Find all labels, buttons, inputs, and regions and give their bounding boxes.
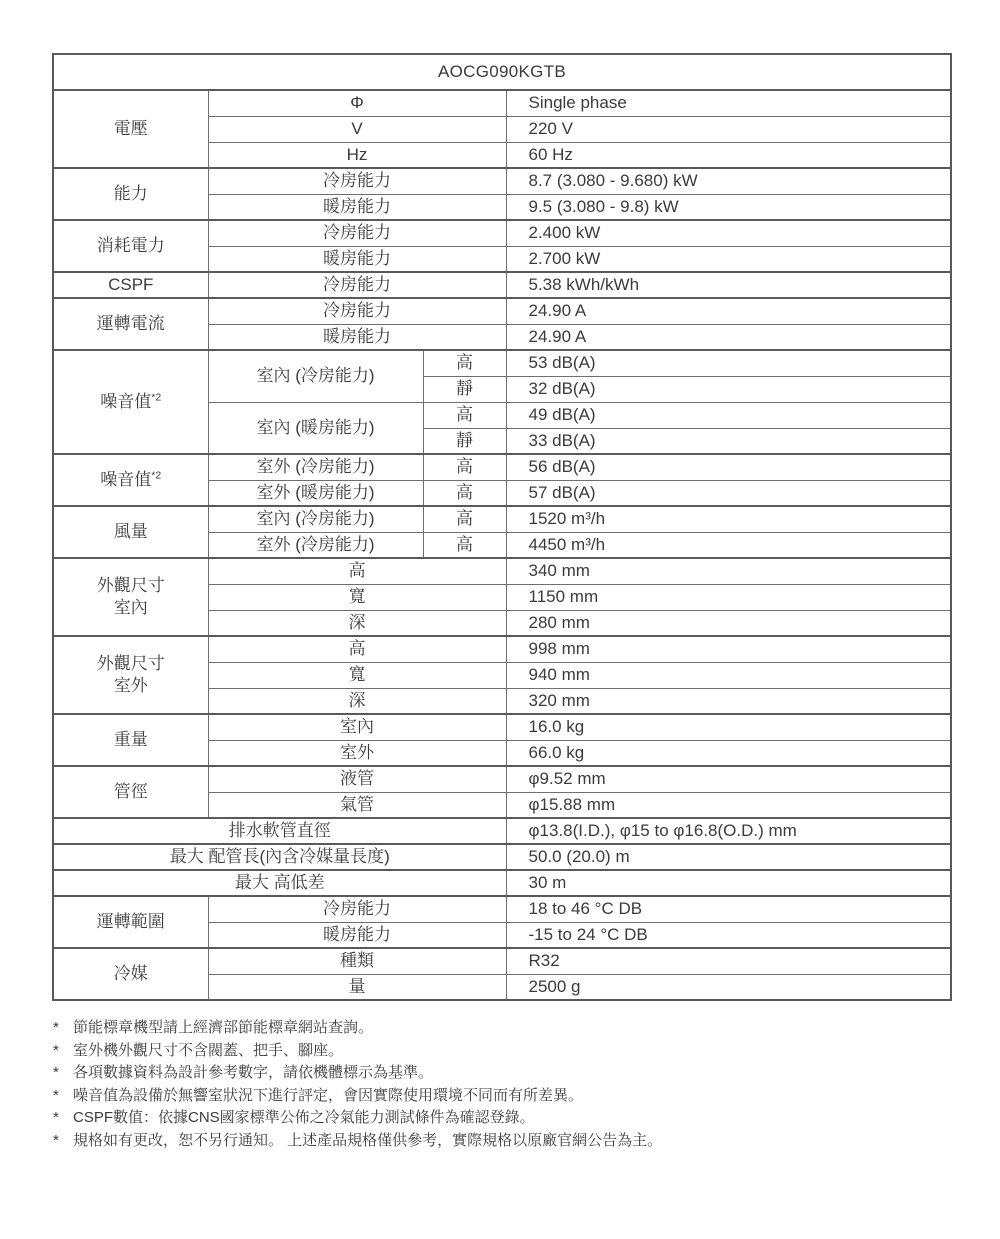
spec-value: 4450 m³/h xyxy=(506,532,951,558)
group-label: 噪音值$^{*2}$ xyxy=(53,454,208,506)
footnote-text: 噪音值為設備於無響室狀況下進行評定，會因實際使用環境不同而有所差異。 xyxy=(73,1086,584,1104)
mode-cell: 高 xyxy=(423,402,506,428)
spec-value: 24.90 A xyxy=(506,298,951,324)
footnote xyxy=(53,1040,950,1063)
spec-value: 56 dB(A) xyxy=(506,454,951,480)
spec-value: 49 dB(A) xyxy=(506,402,951,428)
spec-value: 220 V xyxy=(506,116,951,142)
spec-value: 940 mm xyxy=(506,662,951,688)
group-label: CSPF xyxy=(53,272,208,298)
spec-key: 室內 (冷房能力) xyxy=(208,506,423,532)
group-label: 外觀尺寸 室內 xyxy=(53,558,208,636)
group-label: 管徑 xyxy=(53,766,208,818)
spec-value: 9.5 (3.080 - 9.8) kW xyxy=(506,194,951,220)
spec-value: 280 mm xyxy=(506,610,951,636)
group-label: 外觀尺寸 室外 xyxy=(53,636,208,714)
spec-key: 冷房能力 xyxy=(208,220,506,246)
spec-value: 320 mm xyxy=(506,688,951,714)
footnote-ref: *2 xyxy=(151,391,162,404)
footnote xyxy=(53,1062,950,1085)
spec-value: 30 m xyxy=(506,870,951,896)
spec-key: Φ xyxy=(208,90,506,116)
spec-key: 深 xyxy=(208,688,506,714)
spec-key: 暖房能力 xyxy=(208,194,506,220)
group-label: 冷媒 xyxy=(53,948,208,1000)
spec-value: φ13.8(I.D.), φ15 to φ16.8(O.D.) mm xyxy=(506,818,951,844)
mode-cell: 高 xyxy=(423,506,506,532)
spec-key: 氣管 xyxy=(208,792,506,818)
spec-key: 量 xyxy=(208,974,506,1000)
model-title: AOCG090KGTB xyxy=(53,54,951,90)
mode-cell: 高 xyxy=(423,350,506,376)
spec-key: 室外 (冷房能力) xyxy=(208,532,423,558)
spec-key: 種類 xyxy=(208,948,506,974)
group-label: 電壓 xyxy=(53,90,208,168)
spec-key: 室外 xyxy=(208,740,506,766)
group-label: 運轉範圍 xyxy=(53,896,208,948)
spec-key: 寬 xyxy=(208,662,506,688)
spec-value: 340 mm xyxy=(506,558,951,584)
spec-key: 室內 (暖房能力) xyxy=(208,402,423,454)
footnote-marker: * xyxy=(53,1041,59,1059)
footnote-marker: * xyxy=(53,1019,59,1036)
spec-value: 57 dB(A) xyxy=(506,480,951,506)
spec-value: 1150 mm xyxy=(506,584,951,610)
merged-label: 最大 高低差 xyxy=(53,870,506,896)
footnote-text: CSPF數值：依據CNS國家標準公佈之冷氣能力測試條件為確認登錄。 xyxy=(73,1109,535,1126)
footnote-text: 規格如有更改，恕不另行通知。 上述產品規格僅供參考，實際規格以原廠官網公告為主。 xyxy=(73,1131,663,1149)
spec-value: φ15.88 mm xyxy=(506,792,951,818)
footnote xyxy=(53,1107,950,1130)
spec-value: 8.7 (3.080 - 9.680) kW xyxy=(506,168,951,194)
spec-key: V xyxy=(208,116,506,142)
group-label: 能力 xyxy=(53,168,208,220)
spec-value: 50.0 (20.0) m xyxy=(506,844,951,870)
spec-key: 冷房能力 xyxy=(208,168,506,194)
spec-value: 2500 g xyxy=(506,974,951,1000)
footnote xyxy=(53,1085,950,1108)
group-label: 重量 xyxy=(53,714,208,766)
spec-value: 2.400 kW xyxy=(506,220,951,246)
spec-key: 室外 (冷房能力) xyxy=(208,454,423,480)
spec-key: Hz xyxy=(208,142,506,168)
spec-value: 24.90 A xyxy=(506,324,951,350)
spec-value: 5.38 kWh/kWh xyxy=(506,272,951,298)
mode-cell: 高 xyxy=(423,454,506,480)
footnote-text: 各項數據資料為設計參考數字，請依機體標示為基準。 xyxy=(73,1064,434,1081)
merged-label: 最大 配管長(內含冷媒量長度) xyxy=(53,844,506,870)
footnote-text: 節能標章機型請上經濟部節能標章網站查詢。 xyxy=(73,1019,374,1036)
spec-key: 暖房能力 xyxy=(208,922,506,948)
footnote-text: 室外機外觀尺寸不含閥蓋、把手、腳座。 xyxy=(73,1041,344,1059)
spec-value: φ9.52 mm xyxy=(506,766,951,792)
footnote-marker: * xyxy=(53,1109,59,1126)
spec-value: 998 mm xyxy=(506,636,951,662)
spec-value: 16.0 kg xyxy=(506,714,951,740)
spec-value: 33 dB(A) xyxy=(506,428,951,454)
spec-value: -15 to 24 °C DB xyxy=(506,922,951,948)
mode-cell: 高 xyxy=(423,532,506,558)
footnote-marker: * xyxy=(53,1131,59,1149)
group-label: 風量 xyxy=(53,506,208,558)
mode-cell: 高 xyxy=(423,480,506,506)
spec-key: 高 xyxy=(208,558,506,584)
spec-key: 暖房能力 xyxy=(208,324,506,350)
group-label: 消耗電力 xyxy=(53,220,208,272)
group-label: 噪音值$^{*2}$ xyxy=(53,350,208,454)
spec-value: Single phase xyxy=(506,90,951,116)
footnote-marker: * xyxy=(53,1064,59,1081)
spec-key: 冷房能力 xyxy=(208,272,506,298)
footnotes xyxy=(52,1017,950,1152)
spec-value: 66.0 kg xyxy=(506,740,951,766)
spec-value: 60 Hz xyxy=(506,142,951,168)
spec-key: 寬 xyxy=(208,584,506,610)
spec-value: 18 to 46 °C DB xyxy=(506,896,951,922)
merged-label: 排水軟管直徑 xyxy=(53,818,506,844)
spec-key: 高 xyxy=(208,636,506,662)
group-label: 運轉電流 xyxy=(53,298,208,350)
spec-key: 冷房能力 xyxy=(208,298,506,324)
spec-key: 室內 (冷房能力) xyxy=(208,350,423,402)
spec-key: 暖房能力 xyxy=(208,246,506,272)
spec-key: 室外 (暖房能力) xyxy=(208,480,423,506)
footnote-ref: *2 xyxy=(151,469,162,482)
spec-value: 1520 m³/h xyxy=(506,506,951,532)
spec-value: 32 dB(A) xyxy=(506,376,951,402)
spec-key: 液管 xyxy=(208,766,506,792)
spec-value: 53 dB(A) xyxy=(506,350,951,376)
spec-value: R32 xyxy=(506,948,951,974)
mode-cell: 靜 xyxy=(423,376,506,402)
mode-cell: 靜 xyxy=(423,428,506,454)
footnote xyxy=(53,1130,950,1153)
spec-key: 室內 xyxy=(208,714,506,740)
spec-key: 冷房能力 xyxy=(208,896,506,922)
spec-table xyxy=(52,53,952,1001)
spec-key: 深 xyxy=(208,610,506,636)
footnote xyxy=(53,1017,950,1040)
footnote-marker: * xyxy=(53,1086,59,1104)
spec-value: 2.700 kW xyxy=(506,246,951,272)
